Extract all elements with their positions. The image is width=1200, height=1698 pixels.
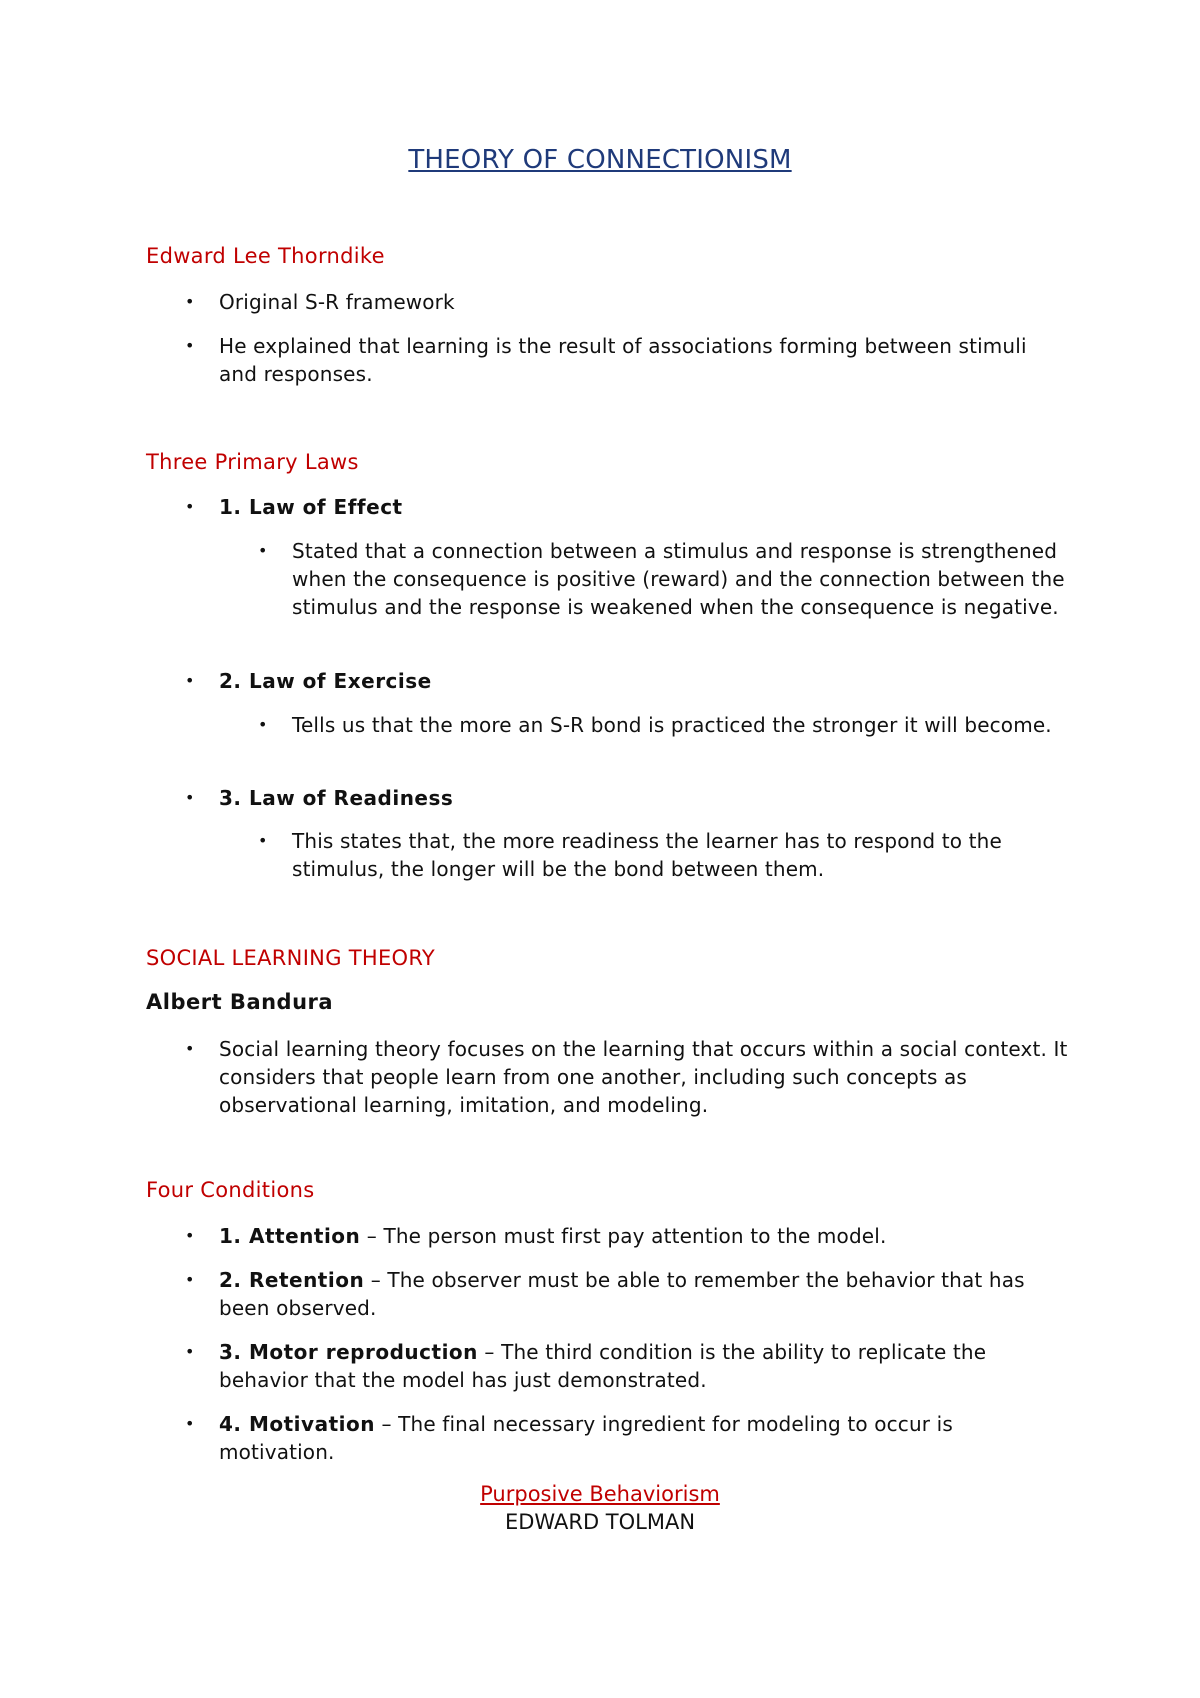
- law-label: 1. Law of Effect: [219, 495, 403, 519]
- law-detail-text: Stated that a connection between a stimulus and response is strengthened when the consequence is positive (reward) and the connection between the stimulus and the response is weakened when the consequence is negative.: [292, 539, 1065, 619]
- law-label: 2. Law of Exercise: [219, 669, 432, 693]
- bullet-icon: •: [185, 671, 195, 690]
- bullet-icon: •: [185, 788, 195, 807]
- condition-label: 3. Motor reproduction: [219, 1340, 478, 1364]
- law-item: [185, 667, 1069, 695]
- bullet-icon: •: [185, 1226, 195, 1245]
- law-item: [185, 493, 1069, 521]
- list-item-text: Original S-R framework: [219, 290, 455, 314]
- list-item: [185, 1035, 1069, 1119]
- bullet-icon: •: [185, 336, 195, 355]
- page-title: THEORY OF CONNECTIONISM: [408, 145, 792, 175]
- condition-item: [185, 1222, 1069, 1250]
- bullet-icon: •: [185, 292, 195, 311]
- law-detail-text: This states that, the more readiness the learner has to respond to the stimulus, the longer will be the bond between them.: [292, 829, 1002, 881]
- list-item: [185, 288, 1069, 316]
- law-detail: [258, 537, 1072, 621]
- author-name: Albert Bandura: [146, 990, 334, 1014]
- condition-text: – The observer must be able to remember the behavior that has been observed.: [219, 1268, 1025, 1320]
- condition-item: [185, 1338, 1069, 1394]
- condition-label: 4. Motivation: [219, 1412, 375, 1436]
- list-item-text: Social learning theory focuses on the learning that occurs within a social context. It considers that people learn from one another, including such concepts as observational learning, imitation, and modeling.: [219, 1037, 1068, 1117]
- bullet-icon: •: [185, 1270, 195, 1289]
- law-detail-text: Tells us that the more an S-R bond is practiced the stronger it will become.: [292, 713, 1052, 737]
- condition-text: – The final necessary ingredient for modeling to occur is motivation.: [219, 1412, 953, 1464]
- footer-heading: Purposive Behaviorism: [480, 1482, 720, 1506]
- condition-text: – The third condition is the ability to replicate the behavior that the model has just demonstrated.: [219, 1340, 987, 1392]
- bullet-icon: •: [258, 715, 268, 734]
- list-item-text: He explained that learning is the result of associations forming between stimuli and responses.: [219, 334, 1027, 386]
- condition-item: [185, 1266, 1069, 1322]
- footer-author: EDWARD TOLMAN: [504, 1510, 696, 1534]
- condition-item: [185, 1410, 1069, 1466]
- bullet-icon: •: [185, 1414, 195, 1433]
- bullet-icon: •: [185, 1039, 195, 1058]
- law-item: [185, 784, 1069, 812]
- condition-label: 1. Attention: [219, 1224, 361, 1248]
- law-label: 3. Law of Readiness: [219, 786, 454, 810]
- list-item: [185, 332, 1069, 388]
- section-heading-thorndike: Edward Lee Thorndike: [146, 244, 385, 268]
- bullet-icon: •: [258, 541, 268, 560]
- bullet-icon: •: [185, 497, 195, 516]
- condition-label: 2. Retention: [219, 1268, 365, 1292]
- bullet-icon: •: [185, 1342, 195, 1361]
- section-heading-social-learning: SOCIAL LEARNING THEORY: [146, 946, 436, 970]
- section-heading-four-conditions: Four Conditions: [146, 1178, 315, 1202]
- law-detail: [258, 711, 1072, 739]
- law-detail: [258, 827, 1072, 883]
- section-heading-three-laws: Three Primary Laws: [146, 450, 359, 474]
- bullet-icon: •: [258, 831, 268, 850]
- condition-text: – The person must first pay attention to the model.: [360, 1224, 887, 1248]
